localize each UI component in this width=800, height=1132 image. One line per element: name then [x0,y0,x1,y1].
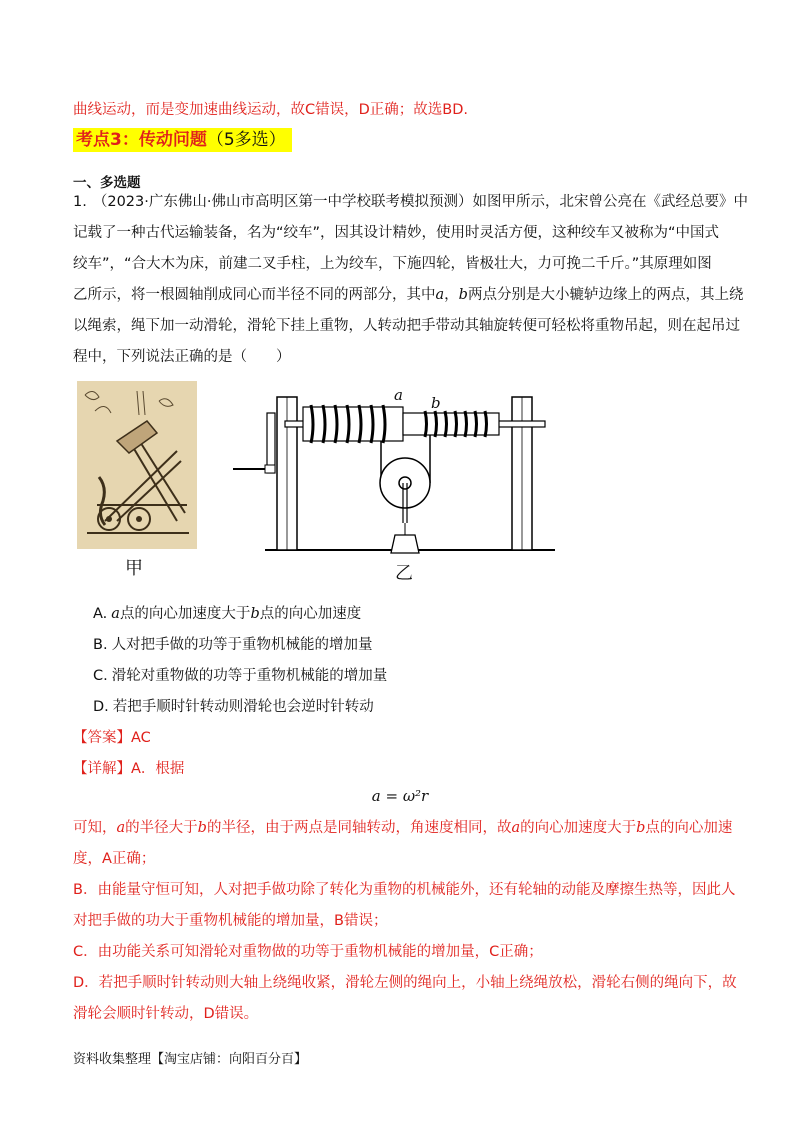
var-a: a [116,820,126,836]
answer-line [73,728,151,748]
detail-text: A．根据 [131,761,185,777]
var-b: b [636,820,646,836]
question-number: 1. [73,194,87,210]
figure-caption-jia: 甲 [125,558,143,579]
detail-text: 的半径，由于两点是同轴转动，角速度相同，故 [206,820,512,836]
detail-b-line-1: B．由能量守恒可知，人对把手做功除了转化为重物的机械能外，还有轮轴的动能及摩擦生热等，因此人 [73,882,736,898]
question-line-4: 乙所示，将一根圆轴削成同心而半径不同的两部分，其中a，b两点分别是大小辘轳边缘上的两点，其上绕 [73,287,744,303]
topic-note: （5多选） [206,130,286,150]
var-b: b [197,820,207,836]
question-line-5: 以绳索，绳下加一动滑轮，滑轮下挂上重物，人转动把手带动其轴旋转便可轻松将重物吊起，则在起吊过 [73,318,740,334]
answer-value: AC [131,730,151,746]
detail-intro [73,759,184,779]
detail-text: 可知， [73,820,117,836]
option-letter: A. [93,606,108,622]
option-letter: C. [93,668,108,684]
formula: a = ω²r [371,787,429,805]
detail-label: 【详解】 [73,761,131,777]
section-title: 一、多选题 [73,175,141,191]
detail-text: 的向心加速度大于 [520,820,637,836]
var-b: b [458,287,468,303]
option-letter: D. [93,699,109,715]
detail-d-line-2: 滑轮会顺时针转动，D错误。 [73,1006,259,1022]
ancient-winch-drawing [77,381,197,549]
topic-heading [73,128,292,152]
winch-diagram [225,385,555,555]
detail-text: 点的向心加速 [645,820,733,836]
question-line-6: 程中，下列说法正确的是（ ） [73,349,291,365]
option-a[interactable] [93,604,361,624]
detail-c-line: C．由功能关系可知滑轮对重物做的功等于重物机械能的增加量，C正确； [73,944,543,960]
option-text: 滑轮对重物做的功等于重物机械能的增加量 [111,668,388,684]
detail-a-line-2: 度，A正确； [73,851,156,867]
figure-caption-yi: 乙 [395,563,413,584]
question-text: 两点分别是大小辘轳边缘上的两点，其上绕 [467,287,744,303]
footer-text: 资料收集整理【淘宝店铺：向阳百分百】 [73,1052,308,1067]
var-a: a [435,287,445,303]
option-d[interactable] [93,697,374,717]
option-text: 点的向心加速度 [259,606,362,622]
question-source: （2023·广东佛山·佛山市高明区第一中学校联考模拟预测） [92,194,473,210]
detail-b-line-2: 对把手做的功大于重物机械能的增加量，B错误； [73,913,388,929]
var-a: a [511,820,521,836]
detail-a-line-1 [73,818,732,838]
question-line-2: 记载了一种古代运输装备，名为“绞车”，因其设计精妙，使用时灵活方便，这种绞车又被称为“中国式 [73,225,720,241]
answer-label: 【答案】 [73,730,131,746]
label-a: a [394,386,403,404]
detail-d-line-1: D．若把手顺时针转动则大轴上绕绳收紧，滑轮左侧的绳向上，小轴上绕绳放松，滑轮右侧的绳向下，故 [73,975,737,991]
option-c[interactable] [93,666,387,686]
topic-title: 考点3：传动问题 [76,130,207,150]
ancient-winch-sketch [77,381,197,549]
question-text: 乙所示，将一根圆轴削成同心而半径不同的两部分，其中 [73,287,436,303]
option-text: 点的向心加速度大于 [119,606,251,622]
carryover-text: 曲线运动，而是变加速曲线运动，故C错误，D正确；故选BD. [73,102,469,118]
var-b: b [250,606,260,622]
option-letter: B. [93,637,108,653]
question-text: 如图甲所示，北宋曾公亮在《武经总要》中 [472,194,748,210]
option-b[interactable] [93,635,373,655]
option-text: 若把手顺时针转动则滑轮也会逆时针转动 [112,699,374,715]
question-line-3: 绞车”，“合大木为床，前建二叉手柱，上为绞车，下施四轮，皆极壮大，力可挽二千斤。”其原理如图 [73,256,712,272]
question-line-1 [73,192,748,212]
label-b: b [431,394,441,412]
var-a: a [111,606,120,622]
option-text: 人对把手做的功等于重物机械能的增加量 [111,637,373,653]
detail-text: 的半径大于 [125,820,198,836]
